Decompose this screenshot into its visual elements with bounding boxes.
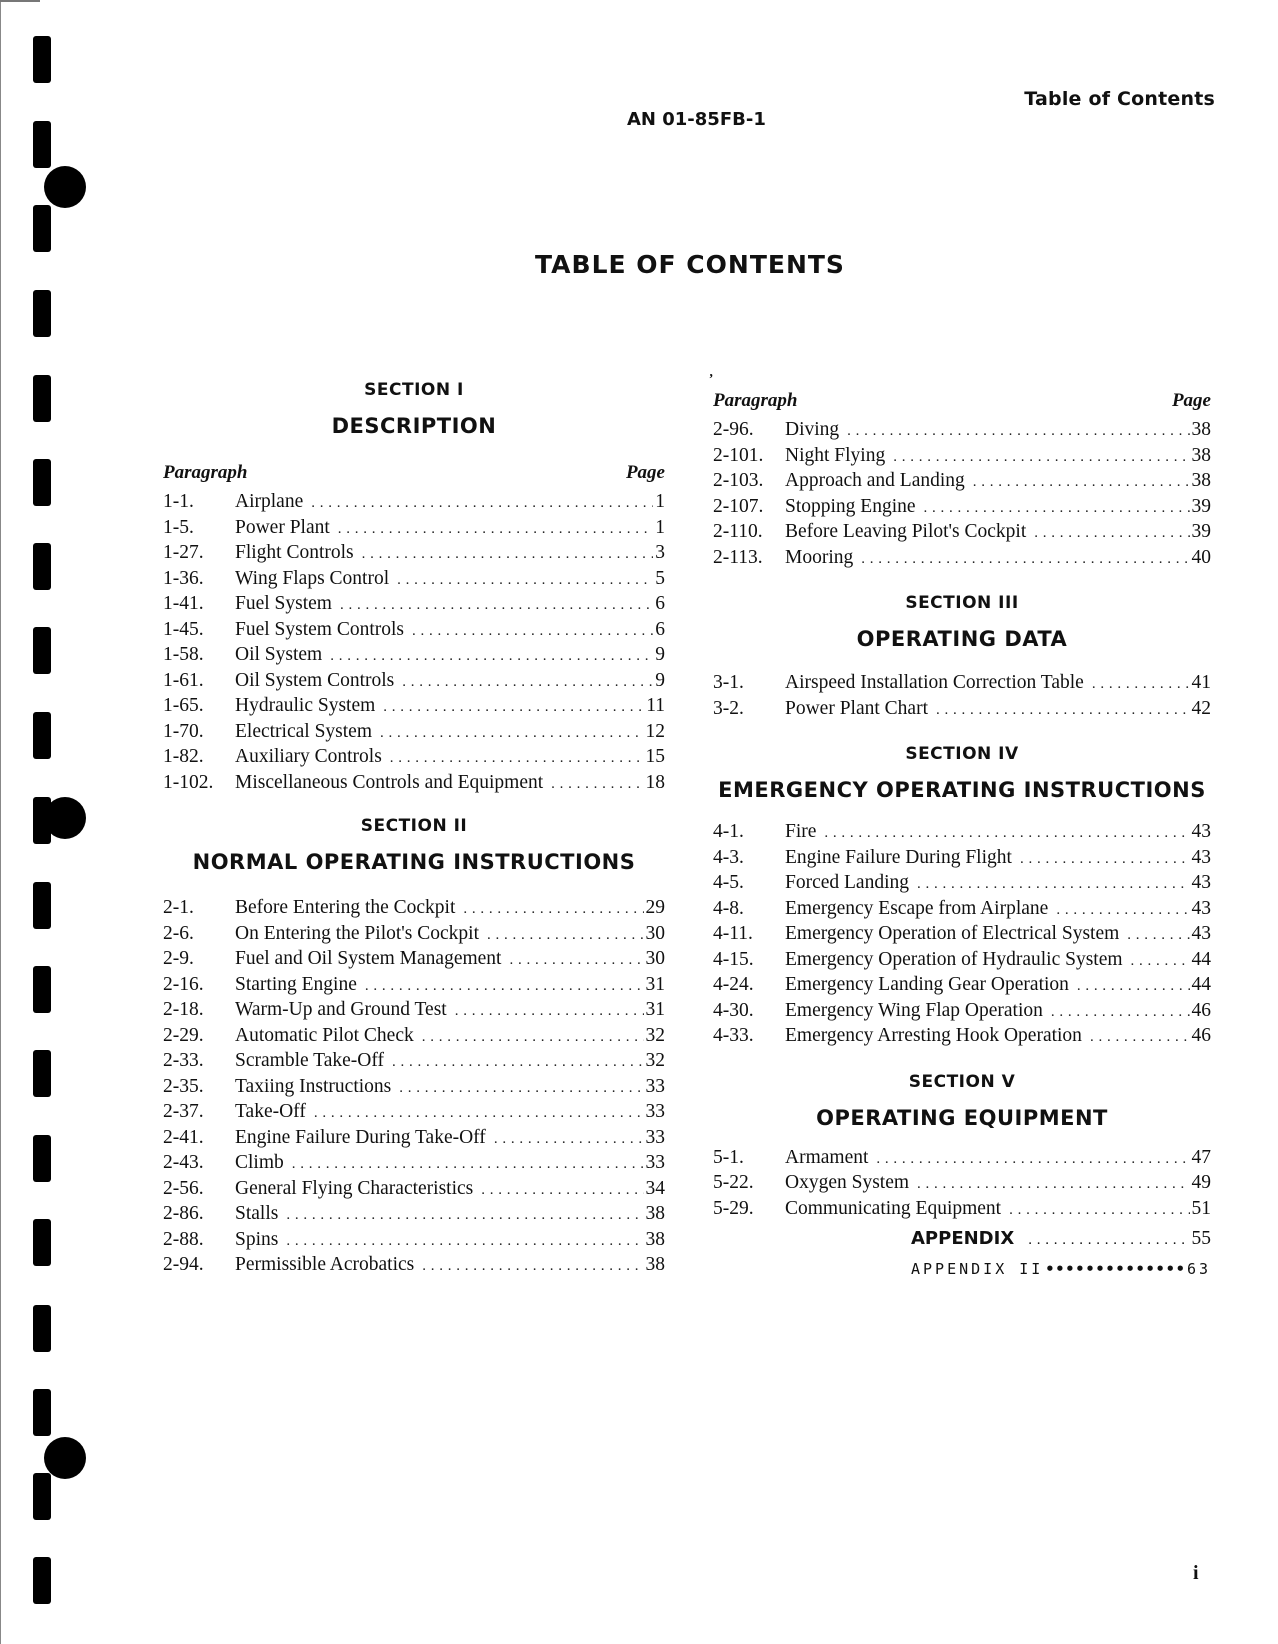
entry-title: Oxygen System	[785, 1172, 910, 1193]
paragraph-number: 2-33.	[163, 1050, 204, 1071]
toc-entry[interactable]	[163, 922, 665, 948]
paragraph-number: 4-8.	[713, 897, 744, 919]
dot-leader	[847, 420, 1189, 444]
paragraph-number: 2-1.	[163, 897, 194, 918]
binder-slot-icon	[33, 1389, 51, 1436]
paragraph-number: 1-58.	[163, 644, 204, 665]
paragraph-number: 2-35.	[163, 1075, 204, 1097]
page-number: 38	[645, 1228, 665, 1250]
paragraph-number: 2-101.	[713, 444, 764, 466]
page-number: 39	[1191, 495, 1211, 517]
entry-title: Emergency Landing Gear Operation	[785, 974, 1069, 995]
page-number: 33	[645, 1075, 665, 1097]
section-label: SECTION II	[360, 816, 468, 836]
binder-slot-icon	[33, 1135, 51, 1182]
toc-entry[interactable]	[713, 897, 1211, 923]
section-title: NORMAL OPERATING INSTRUCTIONS	[192, 850, 636, 874]
page-number: 12	[645, 720, 665, 742]
binder-slot-icon	[33, 1473, 51, 1520]
paragraph-number: 1-27.	[163, 542, 204, 563]
toc-entry-appendix[interactable]	[911, 1228, 1211, 1250]
dot-leader	[380, 722, 644, 746]
page-number: 30	[645, 922, 665, 944]
paragraph-number: 1-65.	[163, 695, 204, 716]
entry-title: Night Flying	[785, 444, 886, 466]
paragraph-number: 1-70.	[163, 720, 204, 742]
toc-entry[interactable]	[163, 592, 665, 618]
entry-title: Fuel System Controls	[235, 618, 405, 640]
toc-left-column	[163, 380, 665, 1279]
paragraph-number: 4-33.	[713, 1025, 754, 1046]
entry-title: Auxiliary Controls	[235, 746, 382, 767]
toc-entry[interactable]	[713, 846, 1211, 872]
dot-leader	[292, 1153, 644, 1177]
entry-title: Armament	[785, 1146, 869, 1168]
appendix-2-page: 63	[1186, 1260, 1211, 1278]
binder-slot-icon	[33, 882, 51, 929]
paragraph-number: 1-45.	[163, 618, 204, 640]
paragraph-number: 2-110.	[713, 521, 763, 542]
toc-entry-appendix-2[interactable]	[911, 1260, 1211, 1278]
toc-entry[interactable]	[163, 1100, 665, 1126]
entry-title: Stopping Engine	[785, 495, 916, 517]
toc-entry[interactable]	[163, 947, 665, 973]
entry-title: Hydraulic System	[235, 695, 376, 716]
binder-slot-icon	[33, 627, 51, 674]
toc-entry[interactable]	[163, 541, 665, 567]
entry-title: On Entering the Pilot's Cockpit	[235, 922, 479, 944]
binder-slot-icon	[33, 375, 51, 422]
toc-list	[713, 820, 1211, 1050]
binder-slot-icon	[33, 205, 51, 252]
paragraph-number: 2-94.	[163, 1254, 204, 1275]
page-edge	[0, 0, 1, 1644]
toc-entry[interactable]	[713, 871, 1211, 897]
toc-entry[interactable]	[163, 896, 665, 922]
paragraph-header: Paragraph	[713, 390, 798, 411]
toc-entry[interactable]	[713, 495, 1211, 521]
binder-slot-icon	[33, 121, 51, 168]
dot-leader	[917, 873, 1189, 897]
stray-mark: ,	[710, 365, 714, 380]
page-number: 38	[1191, 470, 1211, 491]
appendix-page: 55	[1191, 1228, 1211, 1249]
binder-slot-icon	[33, 459, 51, 506]
dot-leader	[392, 1051, 644, 1075]
dot-leader	[481, 1179, 643, 1203]
entry-title: Engine Failure During Take-Off	[235, 1126, 486, 1148]
page-header: Page	[1171, 390, 1211, 411]
dot-leader	[365, 975, 644, 999]
page-number: 11	[646, 695, 665, 716]
dot-leader	[362, 543, 654, 567]
toc-entry[interactable]	[163, 1202, 665, 1228]
binder-slot-icon	[33, 966, 51, 1013]
page-number: 38	[645, 1254, 665, 1275]
paragraph-number: 4-5.	[713, 872, 744, 893]
toc-entry[interactable]	[163, 490, 665, 516]
dot-leader	[1034, 522, 1189, 546]
paragraph-number: 2-107.	[713, 495, 764, 517]
page-number: 43	[1191, 846, 1211, 868]
entry-title: Before Entering the Cockpit	[235, 897, 456, 918]
page-number: 42	[1191, 697, 1211, 719]
page-number: 38	[1191, 419, 1211, 440]
entry-title: Electrical System	[235, 720, 372, 742]
toc-list	[163, 896, 665, 1279]
page-number: 6	[655, 618, 665, 640]
toc-entry[interactable]	[713, 469, 1211, 495]
page-number: 47	[1191, 1146, 1211, 1168]
dot-leader	[399, 1077, 643, 1101]
paragraph-number: 2-6.	[163, 922, 194, 944]
binder-slot-icon	[33, 1557, 51, 1604]
dot-leader	[402, 671, 653, 695]
toc-entry[interactable]	[163, 771, 665, 797]
section-label: SECTION V	[908, 1071, 1016, 1092]
page-number: 5	[655, 567, 665, 589]
section-title: EMERGENCY OPERATING INSTRUCTIONS	[718, 778, 1206, 802]
column-header	[163, 462, 665, 484]
toc-list	[713, 1146, 1211, 1223]
dot-leader	[1045, 1260, 1185, 1278]
page-number: 6	[655, 593, 665, 614]
page-header: Page	[625, 462, 665, 483]
page-number: 33	[645, 1101, 665, 1122]
paragraph-number: 2-56.	[163, 1177, 204, 1199]
paragraph-number: 1-1.	[163, 491, 194, 512]
dot-leader	[338, 518, 653, 542]
paragraph-header: Paragraph	[163, 462, 248, 483]
page-number: 49	[1191, 1172, 1211, 1193]
dot-leader	[924, 497, 1190, 521]
dot-leader	[876, 1148, 1189, 1172]
dot-leader	[936, 699, 1190, 723]
paragraph-number: 4-30.	[713, 999, 754, 1021]
binder-slot-icon	[33, 1219, 51, 1266]
dot-leader	[412, 620, 653, 644]
entry-title: Diving	[785, 419, 840, 440]
binder-slot-icon	[33, 1050, 51, 1097]
section-label: SECTION III	[905, 593, 1019, 613]
toc-entry[interactable]	[713, 671, 1211, 697]
dot-leader	[1131, 950, 1190, 974]
toc-entry[interactable]	[713, 444, 1211, 470]
toc-entry[interactable]	[713, 973, 1211, 999]
toc-entry[interactable]	[713, 948, 1211, 974]
paragraph-number: 2-88.	[163, 1228, 204, 1250]
entry-title: Taxiing Instructions	[235, 1075, 392, 1097]
paragraph-number: 4-24.	[713, 974, 754, 995]
toc-entry[interactable]	[713, 546, 1211, 572]
toc-entry[interactable]	[163, 720, 665, 746]
toc-entry[interactable]	[713, 820, 1211, 846]
entry-title: Power Plant	[235, 516, 330, 538]
page-number: 33	[645, 1152, 665, 1173]
page-number: 9	[655, 644, 665, 665]
toc-entry[interactable]	[163, 618, 665, 644]
dot-leader	[330, 645, 653, 669]
dot-leader	[494, 1128, 644, 1152]
dot-leader	[340, 594, 653, 618]
section-label: SECTION IV	[905, 744, 1019, 764]
entry-title: Emergency Escape from Airplane	[785, 897, 1049, 919]
toc-entry[interactable]	[713, 922, 1211, 948]
appendix-label: APPENDIX	[911, 1228, 1015, 1249]
page-number: 30	[645, 948, 665, 969]
entry-title: Automatic Pilot Check	[235, 1024, 414, 1046]
paragraph-number: 2-41.	[163, 1126, 204, 1148]
toc-entry[interactable]	[163, 516, 665, 542]
entry-title: Emergency Arresting Hook Operation	[785, 1025, 1082, 1046]
dot-leader	[286, 1230, 643, 1254]
column-header	[713, 390, 1211, 412]
toc-entry[interactable]	[163, 1151, 665, 1177]
paragraph-number: 2-29.	[163, 1024, 204, 1046]
dot-leader	[390, 747, 644, 771]
dot-leader	[893, 446, 1189, 470]
toc-entry[interactable]	[163, 694, 665, 720]
dot-leader	[509, 949, 643, 973]
dot-leader	[311, 492, 653, 516]
paragraph-number: 1-41.	[163, 593, 204, 614]
entry-title: Oil System Controls	[235, 669, 395, 691]
page-number: 43	[1191, 897, 1211, 919]
toc-entry[interactable]	[713, 1024, 1211, 1050]
dot-leader	[397, 569, 653, 593]
toc-entry[interactable]	[163, 1075, 665, 1101]
entry-title: Wing Flaps Control	[235, 567, 390, 589]
paragraph-number: 4-15.	[713, 948, 754, 970]
dot-leader	[1028, 1232, 1189, 1249]
toc-right-column	[713, 370, 1211, 1278]
toc-entry[interactable]	[713, 520, 1211, 546]
paragraph-number: 3-1.	[713, 672, 744, 693]
toc-entry[interactable]	[713, 1197, 1211, 1223]
paragraph-number: 3-2.	[713, 697, 744, 719]
dot-leader	[455, 1000, 644, 1024]
entry-title: Approach and Landing	[785, 470, 965, 491]
running-title: Table of Contents	[1024, 88, 1215, 110]
paragraph-number: 2-113.	[713, 546, 763, 568]
binder-slot-icon	[33, 712, 51, 759]
dot-leader	[422, 1026, 644, 1050]
binder-slot-icon	[33, 1305, 51, 1352]
entry-title: Warm-Up and Ground Test	[235, 999, 447, 1020]
page-number: 38	[645, 1203, 665, 1224]
entry-title: Take-Off	[235, 1101, 306, 1122]
appendix-2-label: APPENDIX II	[911, 1260, 1044, 1278]
paragraph-number: 2-43.	[163, 1152, 204, 1173]
page-number: 33	[645, 1126, 665, 1148]
paragraph-number: 1-5.	[163, 516, 194, 538]
page-title-wrap	[0, 250, 1278, 279]
entry-title: Emergency Wing Flap Operation	[785, 999, 1043, 1021]
page-number: 32	[645, 1050, 665, 1071]
page-number: 31	[645, 999, 665, 1020]
dot-leader	[917, 1173, 1189, 1197]
binder-hole-icon	[44, 166, 86, 208]
page-number: 46	[1191, 999, 1211, 1021]
paragraph-number: 4-11.	[713, 923, 753, 944]
binder-hole-icon	[44, 1437, 86, 1479]
paragraph-number: 2-16.	[163, 973, 204, 995]
page-number: 46	[1191, 1025, 1211, 1046]
entry-title: Airspeed Installation Correction Table	[785, 672, 1084, 693]
toc-entry[interactable]	[163, 567, 665, 593]
page-number: 43	[1191, 821, 1211, 842]
toc-entry[interactable]	[163, 1228, 665, 1254]
page-number: 44	[1191, 974, 1211, 995]
dot-leader	[314, 1102, 644, 1126]
dot-leader	[1127, 924, 1189, 948]
document-number: AN 01-85FB-1	[627, 109, 766, 130]
entry-title: Before Leaving Pilot's Cockpit	[785, 521, 1027, 542]
entry-title: Fuel System	[235, 593, 332, 614]
toc-entry[interactable]	[163, 745, 665, 771]
entry-title: Mooring	[785, 546, 854, 568]
page-number: 3	[655, 542, 665, 563]
toc-list	[713, 418, 1211, 571]
toc-list	[163, 490, 665, 796]
entry-title: Scramble Take-Off	[235, 1050, 384, 1071]
paragraph-number: 4-3.	[713, 846, 744, 868]
entry-title: Power Plant Chart	[785, 697, 928, 719]
entry-title: Stalls	[235, 1203, 279, 1224]
entry-title: Miscellaneous Controls and Equipment	[235, 771, 544, 793]
dot-leader	[422, 1255, 643, 1279]
toc-entry[interactable]	[163, 1177, 665, 1203]
dot-leader	[1051, 1001, 1190, 1025]
dot-leader	[487, 924, 644, 948]
dot-leader	[1009, 1199, 1189, 1223]
page-number: 29	[645, 897, 665, 918]
page-title: TABLE OF CONTENTS	[535, 250, 845, 279]
page-number: i	[1193, 1562, 1199, 1584]
section-title: OPERATING DATA	[856, 627, 1068, 651]
dot-leader	[1020, 848, 1190, 872]
dot-leader	[973, 471, 1190, 495]
paragraph-number: 4-1.	[713, 821, 744, 842]
paragraph-number: 2-18.	[163, 999, 204, 1020]
toc-entry[interactable]	[163, 998, 665, 1024]
paragraph-number: 1-36.	[163, 567, 204, 589]
section-label: SECTION I	[364, 380, 464, 400]
page-number: 1	[655, 491, 665, 512]
entry-title: Engine Failure During Flight	[785, 846, 1012, 868]
entry-title: Fire	[785, 821, 817, 842]
entry-title: Flight Controls	[235, 542, 354, 563]
page-number: 32	[645, 1024, 665, 1046]
toc-entry[interactable]	[163, 1024, 665, 1050]
entry-title: Spins	[235, 1228, 279, 1250]
page-number: 39	[1191, 521, 1211, 542]
page-number: 9	[655, 669, 665, 691]
page-number: 44	[1191, 948, 1211, 970]
entry-title: Airplane	[235, 491, 304, 512]
toc-entry[interactable]	[163, 1126, 665, 1152]
page-number: 1	[655, 516, 665, 538]
entry-title: Forced Landing	[785, 872, 910, 893]
paragraph-number: 2-37.	[163, 1101, 204, 1122]
entry-title: Oil System	[235, 644, 323, 665]
toc-entry[interactable]	[163, 1049, 665, 1075]
toc-entry[interactable]	[713, 999, 1211, 1025]
paragraph-number: 2-86.	[163, 1203, 204, 1224]
entry-title: Climb	[235, 1152, 284, 1173]
toc-entry[interactable]	[163, 1253, 665, 1279]
toc-entry[interactable]	[713, 1146, 1211, 1172]
toc-entry[interactable]	[713, 1171, 1211, 1197]
binder-slot-icon	[33, 36, 51, 83]
toc-entry[interactable]	[713, 697, 1211, 723]
page-number: 38	[1191, 444, 1211, 466]
paragraph-number: 1-61.	[163, 669, 204, 691]
toc-entry[interactable]	[163, 669, 665, 695]
page-number: 40	[1191, 546, 1211, 568]
paragraph-number: 5-29.	[713, 1197, 754, 1219]
entry-title: Starting Engine	[235, 973, 357, 995]
paragraph-number: 1-102.	[163, 771, 214, 793]
dot-leader	[463, 898, 643, 922]
paragraph-number: 1-82.	[163, 746, 204, 767]
section-title: DESCRIPTION	[331, 414, 497, 438]
section-title: OPERATING EQUIPMENT	[816, 1105, 1108, 1130]
entry-title: Permissible Acrobatics	[235, 1254, 415, 1275]
dot-leader	[286, 1204, 643, 1228]
entry-title: Fuel and Oil System Management	[235, 948, 502, 969]
entry-title: General Flying Characteristics	[235, 1177, 474, 1199]
binder-hole-icon	[44, 797, 86, 839]
binder-slot-icon	[33, 290, 51, 337]
page-number: 43	[1191, 923, 1211, 944]
toc-entry[interactable]	[713, 418, 1211, 444]
dot-leader	[1092, 673, 1190, 697]
binder-slot-icon	[33, 543, 51, 590]
entry-title: Emergency Operation of Electrical System	[785, 923, 1120, 944]
dot-leader	[824, 822, 1189, 846]
page-number: 41	[1191, 672, 1211, 693]
paragraph-number: 5-22.	[713, 1172, 754, 1193]
toc-entry[interactable]	[163, 643, 665, 669]
page-number: 43	[1191, 872, 1211, 893]
dot-leader	[1090, 1026, 1190, 1050]
paragraph-number: 2-9.	[163, 948, 194, 969]
paragraph-number: 2-103.	[713, 470, 764, 491]
dot-leader	[1056, 899, 1189, 923]
toc-list	[713, 671, 1211, 722]
page-number: 18	[645, 771, 665, 793]
page-number: 34	[645, 1177, 665, 1199]
entry-title: Communicating Equipment	[785, 1197, 1002, 1219]
dot-leader	[1077, 975, 1190, 999]
dot-leader	[861, 548, 1189, 572]
dot-leader	[383, 696, 644, 720]
page-number: 51	[1191, 1197, 1211, 1219]
entry-title: Emergency Operation of Hydraulic System	[785, 948, 1123, 970]
dot-leader	[551, 773, 643, 797]
toc-entry[interactable]	[163, 973, 665, 999]
page-number: 31	[645, 973, 665, 995]
paragraph-number: 2-96.	[713, 419, 754, 440]
paragraph-number: 5-1.	[713, 1146, 744, 1168]
page-edge-top	[0, 0, 40, 2]
page-number: 15	[645, 746, 665, 767]
